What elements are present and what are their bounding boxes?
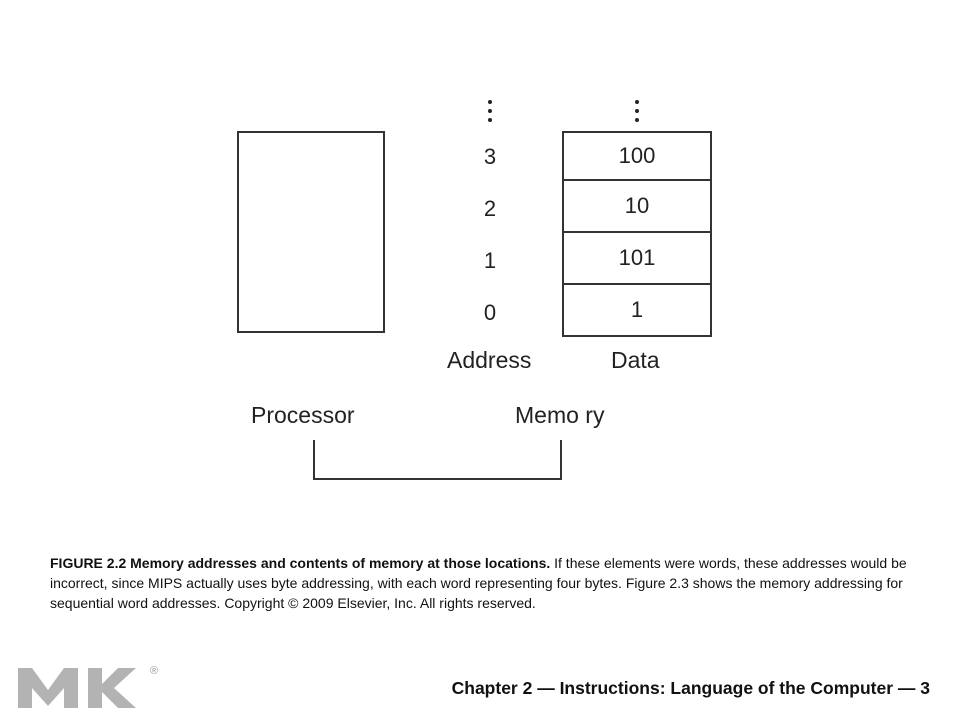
mk-logo-icon <box>18 660 168 710</box>
address-header: Address <box>447 347 532 373</box>
memory-label: Memo ry <box>515 402 605 428</box>
memory-cell: 10 <box>562 181 712 233</box>
address-value: 2 <box>483 196 497 221</box>
data-ellipsis-icon <box>635 100 641 124</box>
memory-cell: 101 <box>562 233 712 285</box>
figure-caption <box>50 553 916 613</box>
processor-box <box>237 131 385 333</box>
processor-label: Processor <box>251 402 355 428</box>
address-value: 1 <box>483 248 497 273</box>
processor-memory-bus <box>313 440 562 480</box>
address-ellipsis-icon <box>488 100 494 124</box>
memory-cell: 1 <box>562 285 712 337</box>
address-value: 0 <box>483 300 497 325</box>
chapter-footer: Chapter 2 — Instructions: Language of the Computer — 3 <box>451 678 930 698</box>
address-column <box>470 131 510 339</box>
caption-title: FIGURE 2.2 Memory addresses and contents of memory at those locations. <box>50 555 551 571</box>
mk-logo <box>18 660 168 710</box>
svg-text:®: ® <box>150 665 159 677</box>
memory-data-column <box>562 131 712 337</box>
data-header: Data <box>611 347 660 373</box>
caption-body: If these elements were words, these addresses would be incorrect, since MIPS actually uses byte addressing, with each word representing four bytes. Figure 2.3 shows the memory addressing for sequential word addresses. Copyright © 2009 Elsevier, Inc. All rights reserved. <box>50 555 907 611</box>
memory-cell: 100 <box>562 131 712 181</box>
address-value: 3 <box>483 144 497 169</box>
